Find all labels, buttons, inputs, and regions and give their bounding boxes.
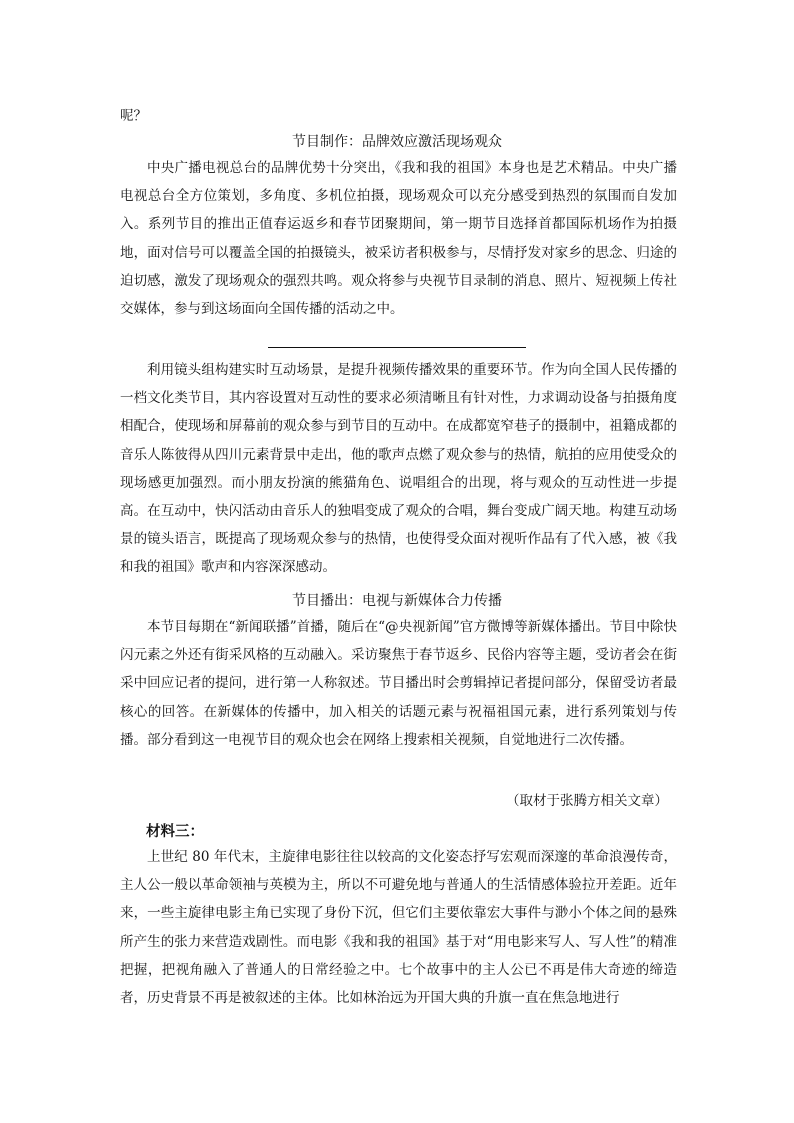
section-broadcast-body — [120, 613, 677, 754]
material-three-body — [120, 843, 677, 1012]
source-citation: （取材于张腾方相关文章） — [506, 793, 668, 809]
fill-in-blank-line — [268, 347, 526, 348]
paragraph-broadcast: 本节目每期在“新闻联播”首播，随后在“@央视新闻”官方微博等新媒体播出。节目中除快闪元素之外还有街采风格的互动融入。采访聚焦于春节返乡、民俗内容等主题，受访者会在街采中回应记者的提问，进行第一人称叙述。节目播出时会剪辑掉记者提问部分，保留受访者最核心的回答。在新媒体的传播中，加入相关的话题元素与祝福祖国元素，进行系列策划与传播。部分看到这一电视节目的观众也会在网络上搜索相关视频，自觉地进行二次传播。 — [120, 619, 677, 748]
section-heading-production: 节目制作：品牌效应激活现场观众 — [292, 134, 502, 150]
section-production-body — [120, 154, 677, 323]
paragraph-interaction: 利用镜头组构建实时互动场景，是提升视频传播效果的重要环节。作为向全国人民传播的一档文化类节目，其内容设置对互动性的要求必须清晰且有针对性，力求调动设备与拍摄角度相配合，使现场和屏幕前的观众参与到节目的互动中。在成都宽窄巷子的摄制中，祖籍成都的音乐人陈彼得从四川元素背景中走出，他的歌声点燃了观众参与的热情，航拍的应用使受众的现场感更加强烈。而小朋友扮演的熊猫角色、说唱组合的出现，将与观众的互动性进一步提高。在互动中，快闪活动由音乐人的独唱变成了观众的合唱，舞台变成广阔天地。构建互动场景的镜头语言，既提高了现场观众参与的热情，也使得受众面对视听作品有了代入感，被《我和我的祖国》歌声和内容深深感动。 — [120, 362, 677, 576]
fragment-line: 呢？ — [120, 108, 147, 124]
section-interaction-body — [120, 356, 677, 582]
paragraph-production: 中央广播电视总台的品牌优势十分突出，《我和我的祖国》本身也是艺术精品。中央广播电视总台全方位策划，多角度、多机位拍摄，现场观众可以充分感受到热烈的氛围而自发加入。系列节目的推出正值春运返乡和春节团聚期间，第一期节目选择首都国际机场作为拍摄地，面对信号可以覆盖全国的拍摄镜头，被采访者积极参与，尽情抒发对家乡的思念、归途的迫切感，激发了现场观众的强烈共鸣。观众将参与央视节目录制的消息、照片、短视频上传社交媒体，参与到这场面向全国传播的活动之中。 — [120, 160, 677, 318]
material-three-title: 材料三： — [146, 824, 204, 840]
paragraph-material-three: 上世纪 80 年代末，主旋律电影往往以较高的文化姿态抒写宏观而深邃的革命浪漫传奇，主人公一般以革命领袖与英模为主，所以不可避免地与普通人的生活情感体验拉开差距。近年来，一些主旋律电影主角已实现了身份下沉，但它们主要依靠宏大事件与渺小个体之间的悬殊所产生的张力来营造戏剧性。而电影《我和我的祖国》基于对“用电影来写人、写人性”的精准把握，把视角融入了普通人的日常经验之中。七个故事中的主人公已不再是伟大奇迹的缔造者，历史背景不再是被叙述的主体。比如林治远为开国大典的升旗一直在焦急地进行 — [120, 849, 677, 1007]
section-heading-broadcast: 节目播出：电视与新媒体合力传播 — [292, 593, 502, 609]
